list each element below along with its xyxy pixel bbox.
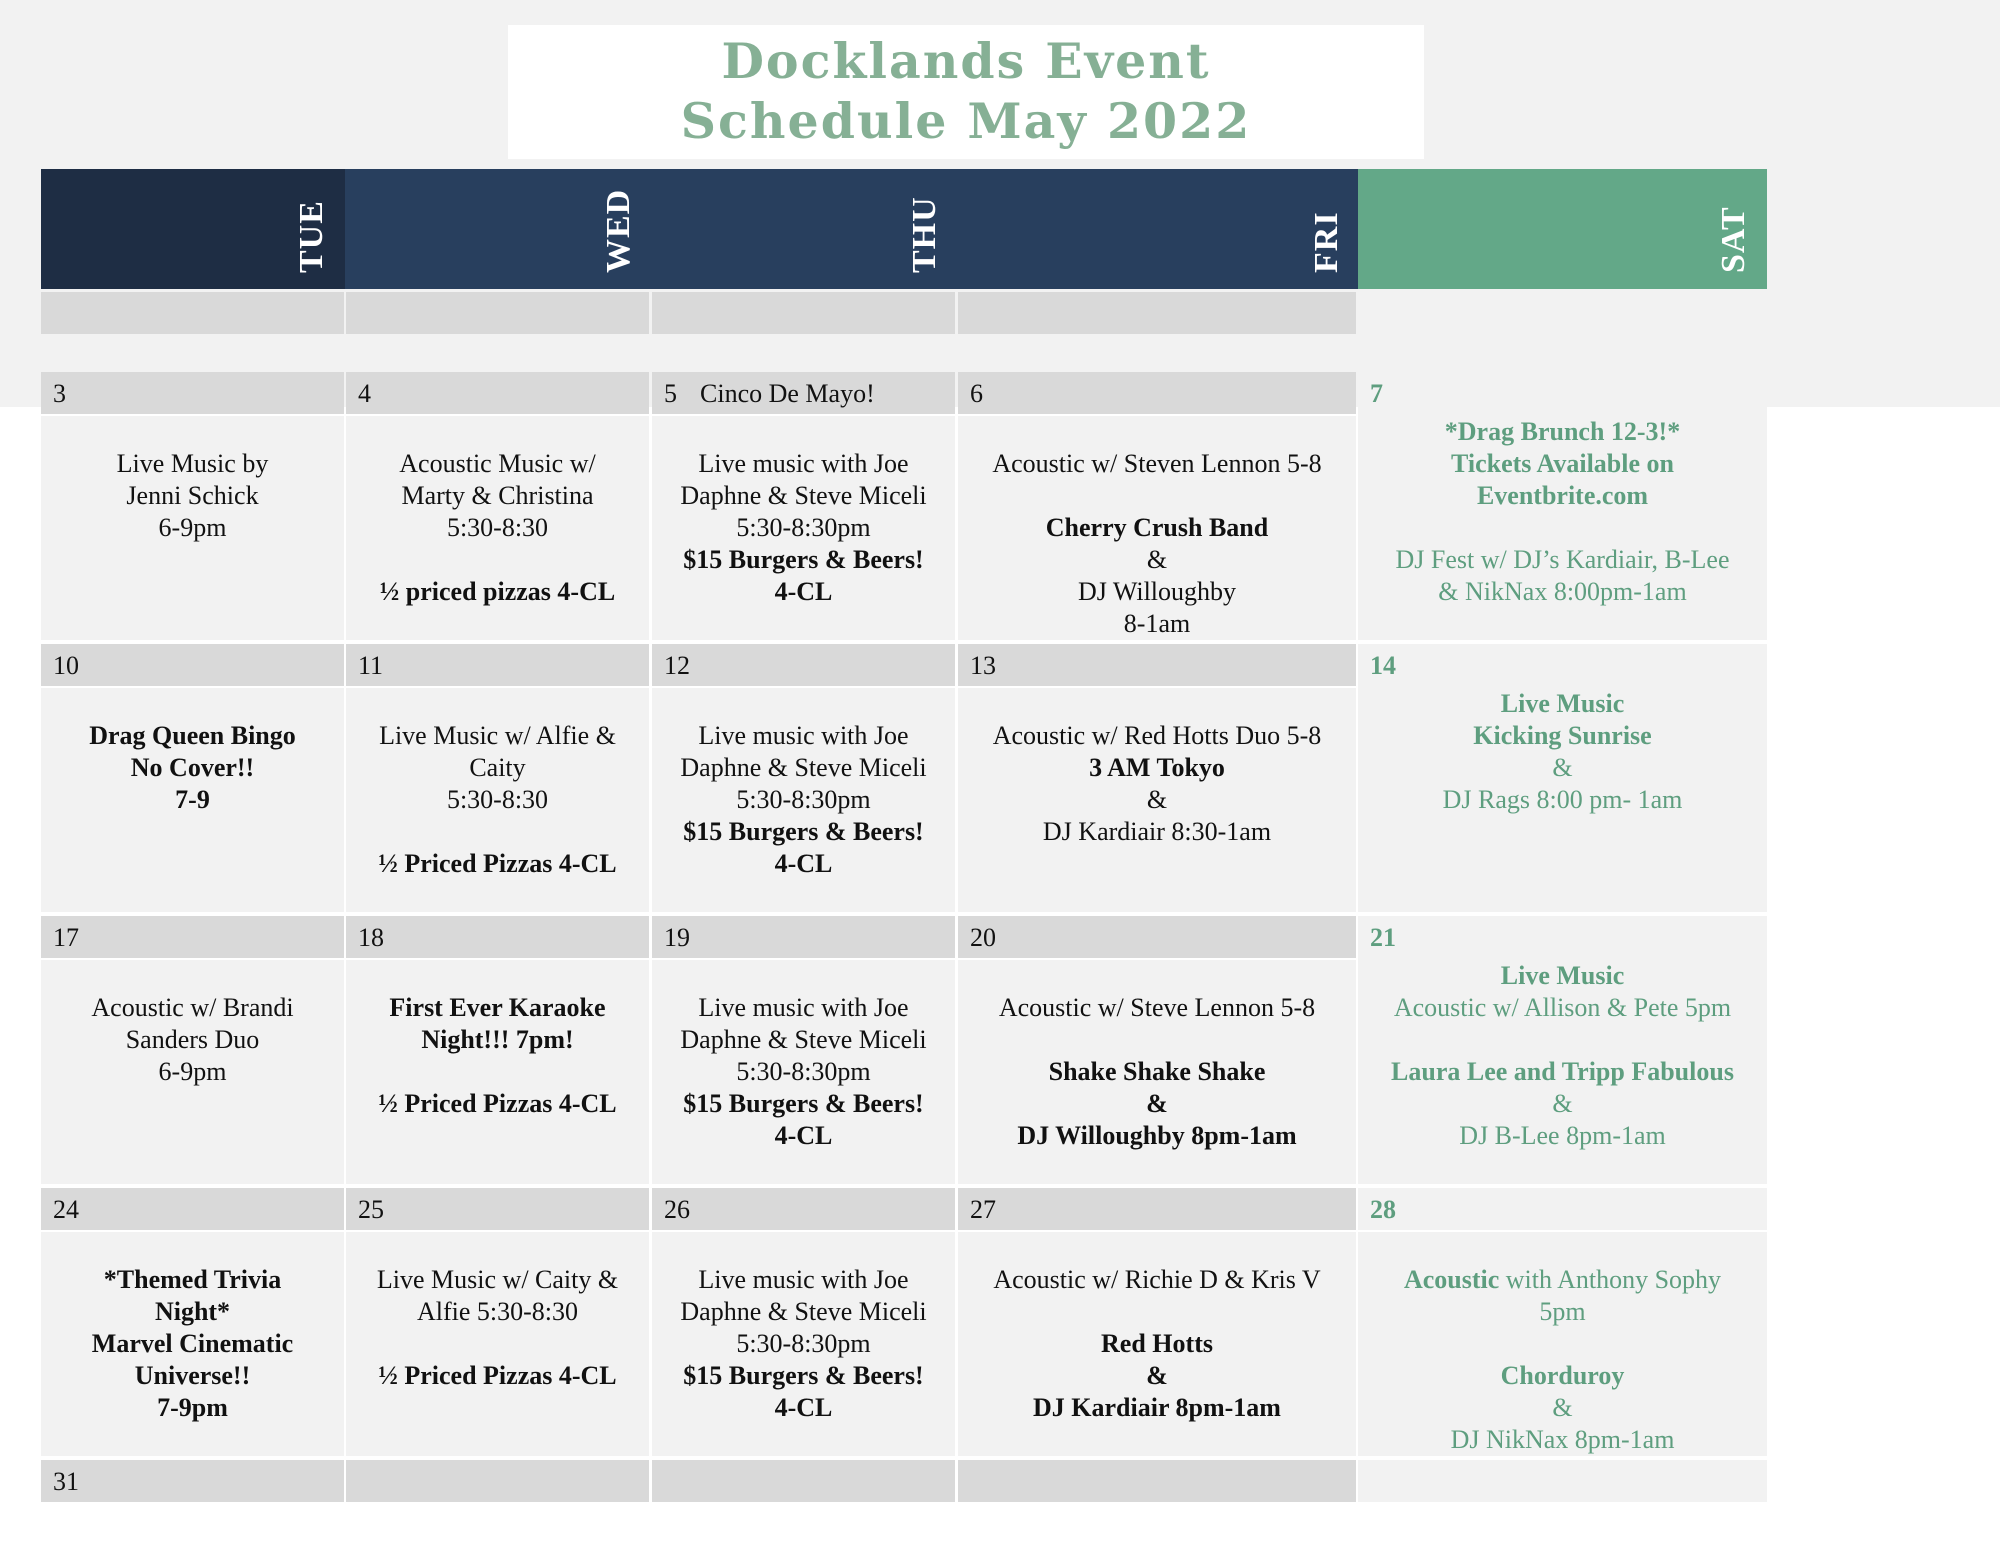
event-line: 3 AM Tokyo: [1089, 753, 1225, 782]
event-details: [41, 1232, 344, 1424]
event-details: [346, 688, 649, 880]
event-line: Shake Shake Shake: [1048, 1057, 1266, 1086]
event-details: [652, 1232, 955, 1424]
event-line: Alfie 5:30-8:30: [416, 1297, 579, 1326]
event-line: Marvel Cinematic: [91, 1329, 294, 1358]
event-line: [1364, 512, 1761, 544]
day-number-bar: [652, 1188, 955, 1230]
event-line: [47, 1232, 338, 1264]
day-number: 13: [970, 651, 996, 680]
event-line: Acoustic w/ Richie D & Kris V: [993, 1265, 1321, 1294]
event-line: Eventbrite.com: [1476, 481, 1649, 510]
event-line: 6-9pm: [158, 513, 227, 542]
event-line: [964, 416, 1350, 448]
event-line: Universe!!: [134, 1361, 251, 1390]
day-header-wed: WED: [600, 188, 637, 273]
day-number-bar: [958, 916, 1356, 958]
event-line: *Themed Trivia: [103, 1265, 282, 1294]
event-line: 7-9: [175, 785, 210, 814]
event-line: ½ Priced Pizzas 4-CL: [378, 1361, 617, 1390]
day-number-bar: [958, 1188, 1356, 1230]
event-details: [346, 960, 649, 1120]
day-number-bar: [41, 372, 344, 414]
event-line: Kicking Sunrise: [1473, 721, 1652, 750]
day-number-bar: [346, 1188, 649, 1230]
event-line: DJ Fest w/ DJ’s Kardiair, B-Lee: [1395, 545, 1730, 574]
event-line: 5:30-8:30pm: [736, 1057, 871, 1086]
event-line: [47, 960, 338, 992]
event-line: &: [1552, 753, 1573, 782]
day-number-bar: [41, 1188, 344, 1230]
event-details: [1358, 688, 1767, 816]
event-line: 6-9pm: [158, 1057, 227, 1086]
event-line: [352, 1232, 643, 1264]
event-details: [958, 688, 1356, 848]
header-bar-sat: [1358, 169, 1767, 289]
day-number: 11: [358, 651, 384, 680]
event-line: 5:30-8:30pm: [736, 785, 871, 814]
event-cell: [652, 1232, 955, 1456]
day-number: 19: [664, 923, 690, 952]
day-number: 6: [970, 379, 983, 408]
day-number: 10: [53, 651, 79, 680]
event-line: $15 Burgers & Beers!: [683, 1361, 924, 1390]
day-header-tue: TUE: [293, 200, 330, 273]
event-line-bold: Acoustic: [1403, 1265, 1500, 1294]
day-number: 17: [53, 923, 79, 952]
event-details: [41, 688, 344, 816]
event-line: DJ Kardiair 8:30-1am: [1042, 817, 1272, 846]
empty-number-bar: [41, 292, 344, 334]
event-line: Live music with Joe: [698, 721, 909, 750]
day-number-bar: [346, 916, 649, 958]
event-line: Marty & Christina: [401, 481, 594, 510]
event-line: DJ Willoughby: [1077, 577, 1237, 606]
event-cell: [652, 416, 955, 640]
event-line: Night*: [154, 1297, 231, 1326]
event-line: Laura Lee and Tripp Fabulous: [1391, 1057, 1734, 1086]
event-line: [964, 1296, 1350, 1328]
day-number-bar: [652, 1460, 955, 1502]
day-number-bar: [652, 916, 955, 958]
event-line: Jenni Schick: [126, 481, 259, 510]
event-line: 8-1am: [1123, 609, 1191, 638]
event-line: [352, 416, 643, 448]
event-line: 5:30-8:30: [446, 513, 549, 542]
event-line: Acoustic w/ Steve Lennon 5-8: [998, 993, 1316, 1022]
event-cell: [346, 416, 649, 640]
event-line: Acoustic w/ Red Hotts Duo 5-8: [992, 721, 1322, 750]
event-details: [652, 416, 955, 608]
event-details: [1358, 1232, 1767, 1456]
day-number: 5: [664, 379, 677, 408]
event-line: Acoustic w/ Brandi: [91, 993, 294, 1022]
event-cell: [958, 960, 1356, 1184]
event-line: &: [1146, 545, 1168, 574]
event-details: [958, 960, 1356, 1152]
day-number-bar: [41, 1460, 344, 1502]
event-line: ½ priced pizzas 4-CL: [379, 577, 616, 606]
event-cell: [652, 688, 955, 912]
event-cell: [346, 960, 649, 1184]
day-number: 3: [53, 379, 66, 408]
event-line: Acoustic Music w/: [399, 449, 596, 478]
event-cell: [346, 688, 649, 912]
event-line: 5:30-8:30: [446, 785, 549, 814]
empty-saturday-cell: [1358, 292, 1767, 370]
event-line: [964, 688, 1350, 720]
day-number-bar: [958, 1460, 1356, 1502]
day-note: Cinco De Mayo!: [700, 379, 875, 408]
day-number: 24: [53, 1195, 79, 1224]
event-line: Acoustic w/ Steven Lennon 5-8: [992, 449, 1322, 478]
saturday-event-cell: [1358, 916, 1767, 1184]
day-number: 21: [1370, 923, 1396, 952]
event-cell: [652, 960, 955, 1184]
event-line: DJ Rags 8:00 pm- 1am: [1442, 785, 1683, 814]
page-title: [508, 25, 1424, 159]
event-line: [964, 1232, 1350, 1264]
event-line: [352, 544, 643, 576]
event-line: Daphne & Steve Miceli: [680, 1297, 927, 1326]
event-line: DJ B-Lee 8pm-1am: [1459, 1121, 1666, 1150]
day-number: 14: [1370, 651, 1396, 680]
event-line: Live music with Joe: [698, 449, 909, 478]
saturday-event-cell: [1358, 1188, 1767, 1456]
event-line-rest: with Anthony Sophy: [1499, 1265, 1722, 1294]
event-line: [352, 688, 643, 720]
day-number-bar: [958, 644, 1356, 686]
event-line: Caity: [469, 753, 526, 782]
event-line: *Drag Brunch 12-3!*: [1444, 417, 1681, 446]
event-line: &: [1146, 1361, 1168, 1390]
day-header-sat: SAT: [1715, 206, 1752, 273]
event-line: 5:30-8:30pm: [736, 513, 871, 542]
event-line: [1364, 1328, 1761, 1360]
event-line: 5:30-8:30pm: [736, 1329, 871, 1358]
day-number: 18: [358, 923, 384, 952]
day-number-bar: [346, 644, 649, 686]
day-number: 27: [970, 1195, 996, 1224]
title-line-1: Docklands Event: [721, 32, 1211, 90]
event-line: Night!!! 7pm!: [421, 1025, 574, 1054]
event-line: 5pm: [1539, 1297, 1586, 1326]
event-line: Daphne & Steve Miceli: [680, 481, 927, 510]
event-details: [652, 960, 955, 1152]
event-details: [346, 1232, 649, 1392]
event-cell: [41, 416, 344, 640]
day-number-bar: [958, 372, 1356, 414]
event-line: [352, 816, 643, 848]
day-number-bar: [346, 1460, 649, 1502]
day-number-bar: [41, 644, 344, 686]
event-line: Live Music by: [116, 449, 269, 478]
event-cell: [41, 688, 344, 912]
saturday-event-cell: [1358, 644, 1767, 912]
event-line: &: [1552, 1089, 1573, 1118]
event-details: [41, 416, 344, 544]
event-line: $15 Burgers & Beers!: [683, 817, 924, 846]
event-cell: [958, 1232, 1356, 1456]
event-line: 4-CL: [774, 849, 833, 878]
event-line: [658, 416, 949, 448]
event-line: Daphne & Steve Miceli: [680, 753, 927, 782]
event-cell: [958, 688, 1356, 912]
event-line: [658, 1232, 949, 1264]
saturday-event-cell: [1358, 372, 1767, 640]
day-header-thu: THU: [906, 196, 943, 273]
event-line: &: [1146, 1089, 1168, 1118]
day-number: 28: [1370, 1195, 1396, 1224]
event-line: Live music with Joe: [698, 1265, 909, 1294]
event-line: Tickets Available on: [1451, 449, 1674, 478]
event-line: Live Music w/ Caity &: [376, 1265, 619, 1294]
empty-cell: [41, 336, 344, 370]
day-number: 4: [358, 379, 371, 408]
event-details: [1358, 960, 1767, 1152]
day-number-bar: [41, 916, 344, 958]
event-line: [352, 960, 643, 992]
event-line: [658, 688, 949, 720]
empty-cell: [652, 336, 955, 370]
event-line: DJ Kardiair 8pm-1am: [1033, 1393, 1281, 1422]
event-line: Red Hotts: [1101, 1329, 1213, 1358]
event-line: DJ Willoughby 8pm-1am: [1017, 1121, 1297, 1150]
day-number-bar: [346, 372, 649, 414]
event-line: DJ NikNax 8pm-1am: [1450, 1425, 1675, 1454]
event-cell: [958, 416, 1356, 640]
event-line: [352, 1056, 643, 1088]
event-line: Cherry Crush Band: [1045, 513, 1269, 542]
event-cell: [346, 1232, 649, 1456]
event-details: [652, 688, 955, 880]
day-number: 12: [664, 651, 690, 680]
event-line: Live Music w/ Alfie &: [379, 721, 616, 750]
event-line: Live Music: [1500, 961, 1625, 990]
event-line: 4-CL: [774, 577, 833, 606]
event-details: [1358, 416, 1767, 608]
event-line: & NikNax 8:00pm-1am: [1438, 577, 1687, 606]
event-line: [47, 416, 338, 448]
event-line: [1364, 1264, 1761, 1296]
day-number: 25: [358, 1195, 384, 1224]
event-line: Acoustic w/ Allison & Pete 5pm: [1393, 993, 1732, 1022]
event-line: 7-9pm: [157, 1393, 228, 1422]
event-line: ½ Priced Pizzas 4-CL: [378, 849, 617, 878]
day-header-fri: FRI: [1308, 211, 1345, 273]
event-line: Drag Queen Bingo: [89, 721, 296, 750]
day-number: 7: [1370, 379, 1383, 408]
event-line: Live music with Joe: [698, 993, 909, 1022]
event-line: First Ever Karaoke: [389, 993, 606, 1022]
event-line: 4-CL: [774, 1393, 833, 1422]
event-line: [1364, 1024, 1761, 1056]
event-line: [964, 960, 1350, 992]
event-line: [352, 1328, 643, 1360]
event-line: No Cover!!: [130, 753, 255, 782]
day-number-bar: [652, 372, 955, 414]
empty-number-bar: [958, 292, 1356, 334]
event-line: $15 Burgers & Beers!: [683, 545, 924, 574]
event-details: [958, 1232, 1356, 1424]
event-line: &: [1146, 785, 1168, 814]
event-line: ½ Priced Pizzas 4-CL: [378, 1089, 617, 1118]
event-line: [658, 960, 949, 992]
event-line: Live Music: [1500, 689, 1625, 718]
empty-cell: [346, 336, 649, 370]
event-cell: [41, 960, 344, 1184]
empty-cell: [958, 336, 1356, 370]
event-line: Daphne & Steve Miceli: [680, 1025, 927, 1054]
event-line: &: [1552, 1393, 1573, 1422]
day-number: 26: [664, 1195, 690, 1224]
event-line: $15 Burgers & Beers!: [683, 1089, 924, 1118]
event-details: [346, 416, 649, 608]
event-line: [47, 688, 338, 720]
empty-number-bar: [652, 292, 955, 334]
event-line: [964, 480, 1350, 512]
empty-number-bar: [346, 292, 649, 334]
empty-saturday-cell: [1358, 1460, 1767, 1502]
event-line: Sanders Duo: [125, 1025, 260, 1054]
event-details: [958, 416, 1356, 640]
event-line: 4-CL: [774, 1121, 833, 1150]
day-number: 20: [970, 923, 996, 952]
day-number-bar: [652, 644, 955, 686]
event-details: [41, 960, 344, 1088]
header-bar-wed-fri: [345, 169, 1358, 289]
day-number: 31: [53, 1467, 79, 1496]
event-line: [964, 1024, 1350, 1056]
title-line-2: Schedule May 2022: [680, 92, 1252, 150]
event-line: [1364, 1232, 1761, 1264]
event-line: Chorduroy: [1500, 1361, 1625, 1390]
event-cell: [41, 1232, 344, 1456]
